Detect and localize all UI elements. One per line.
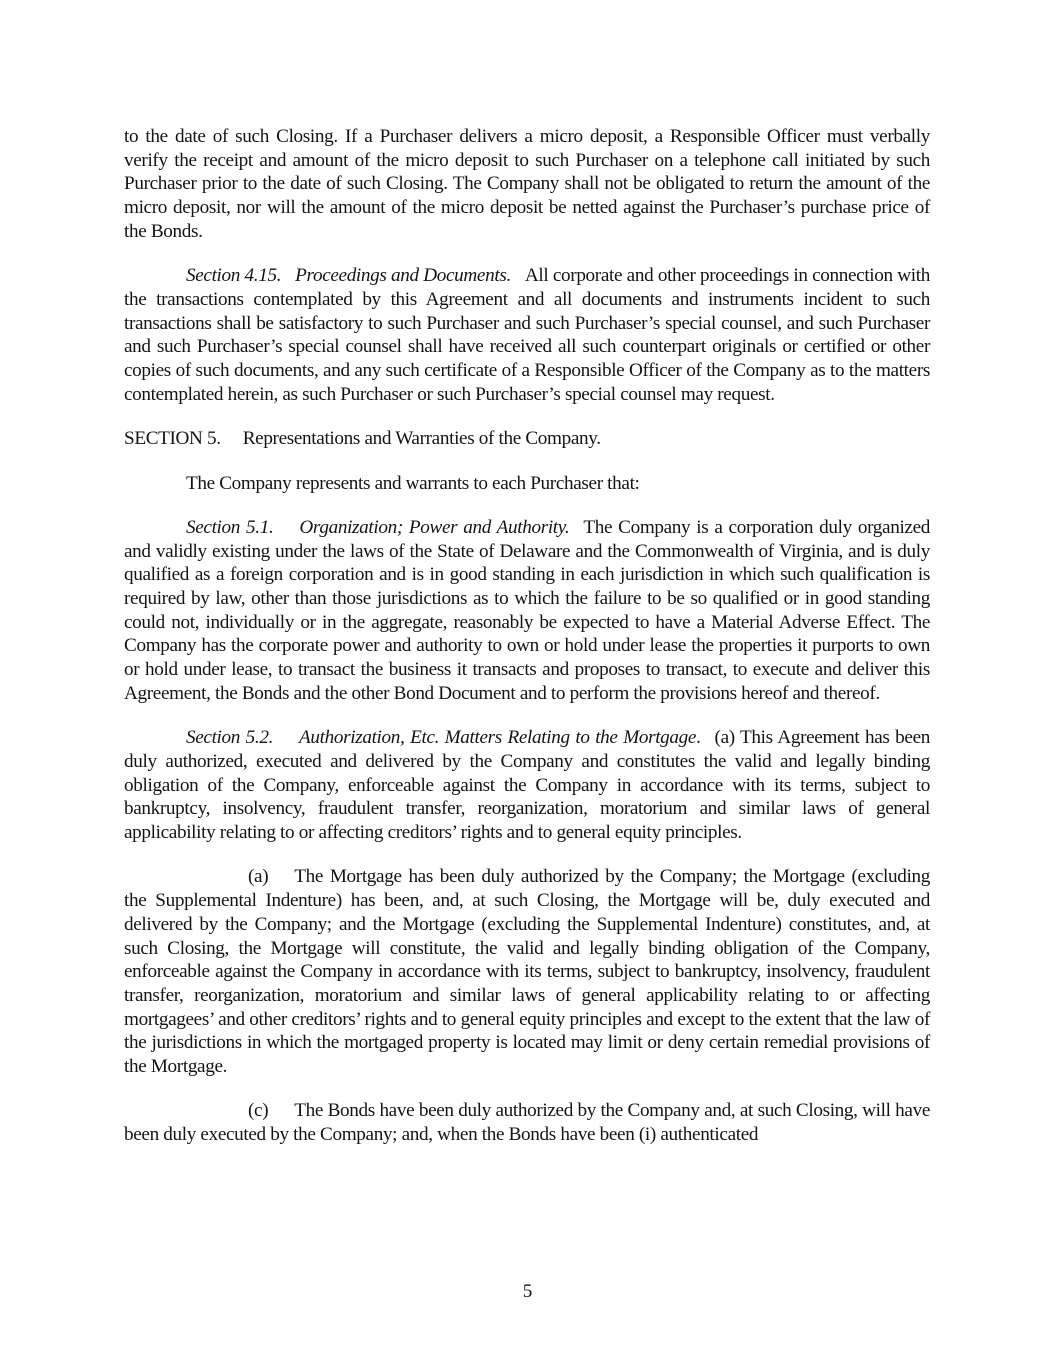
subsection-label: (a) (248, 866, 269, 888)
section-5-2-paragraph (124, 726, 930, 845)
representations-intro (124, 472, 930, 496)
paragraph-text: The Mortgage has been duly authorized by the Company; the Mortgage (excluding the Supplemental Indenture) has been, and, at such Closing, the Mortgage will be, duly executed and delivered by the Company; and the Mortgage (excluding the Supplemental Indenture) constitutes, and, at such Closing, the Mortgage will constitute, the valid and legally binding obligation of the Company, enforceable against the Company in accordance with its terms, subject to bankruptcy, insolvency, fraudulent transfer, reorganization, moratorium and similar laws of general applicability relating to or affecting mortgagees’ and other creditors’ rights and to general equity principles and except to the extent that the law of the jurisdictions in which the mortgaged property is located may limit or deny certain remedial provisions of the Mortgage. (124, 866, 930, 1078)
section-number: Section 5.1. (186, 516, 274, 538)
section-heading: Proceedings and Documents. (295, 265, 511, 287)
heading-period: . (696, 727, 701, 749)
paragraph-micro-deposit (124, 125, 930, 244)
section-number: Section 4.15. (186, 265, 282, 287)
subsection-label: (c) (248, 1100, 269, 1122)
section-5-1-paragraph (124, 516, 930, 706)
section-4-15-paragraph (124, 264, 930, 406)
paragraph-text: (a) This Agreement has been duly authorized, executed and delivered by the Company and constitutes the valid and legally binding obligation of the Company, enforceable against the Company in accordance with its terms, subject to bankruptcy, insolvency, fraudulent transfer, reorganization, moratorium and similar laws of general applicability relating to or affecting creditors’ rights and to general equity principles. (124, 727, 930, 844)
subsection-a-mortgage (124, 865, 930, 1078)
paragraph-text: The Company is a corporation duly organized and validly existing under the laws of the State of Delaware and the Commonwealth of Virginia, and is duly qualified as a foreign corporation and is in good standing in each jurisdiction in which such qualification is required by law, other than those jurisdictions as to which the failure to be so qualified or in good standing could not, individually or in the aggregate, reasonably be expected to have a Material Adverse Effect. The Company has the corporate power and authority to own or hold under lease the properties it purports to own or hold under lease, to transact the business it transacts and proposes to transact, to execute and deliver this Agreement, the Bonds and the other Bond Document and to perform the provisions hereof and thereof. (124, 516, 931, 704)
paragraph-text: All corporate and other proceedings in connection with the transactions contemplated by this Agreement and all documents and instruments incident to such transactions shall be satisfactory to such Purchaser and such Purchaser’s special counsel, and such Purchaser and such Purchaser’s special counsel shall have received all such counterpart originals or certified or other copies of such documents, and any such certificate of a Responsible Officer of the Company as to the matters contemplated herein, as such Purchaser or such Purchaser’s special counsel may request. (124, 265, 930, 405)
section-heading: Organization; Power and Authority. (299, 516, 570, 538)
section-label: SECTION 5. (124, 428, 221, 450)
section-5-heading (124, 427, 930, 451)
page-number: 5 (522, 1281, 533, 1302)
section-title: Representations and Warranties of the Company. (242, 428, 601, 450)
document-page (124, 125, 930, 1168)
section-heading: Authorization, Etc. Matters Relating to the Mortgage (299, 727, 697, 749)
paragraph-text: The Company represents and warrants to each Purchaser that: (186, 472, 640, 494)
section-number: Section 5.2. (186, 727, 274, 749)
subsection-c-bonds (124, 1099, 930, 1146)
paragraph-text: The Bonds have been duly authorized by the Company and, at such Closing, will have been duly executed by the Company; and, when the Bonds have been (i) authenticated (124, 1100, 930, 1146)
paragraph-text: to the date of such Closing. If a Purchaser delivers a micro deposit, a Responsible Officer must verbally verify the receipt and amount of the micro deposit to such Purchaser on a telephone call initiated by such Purchaser prior to the date of such Closing. The Company shall not be obligated to return the amount of the micro deposit, nor will the amount of the micro deposit be netted against the Purchaser’s purchase price of the Bonds. (124, 126, 930, 242)
